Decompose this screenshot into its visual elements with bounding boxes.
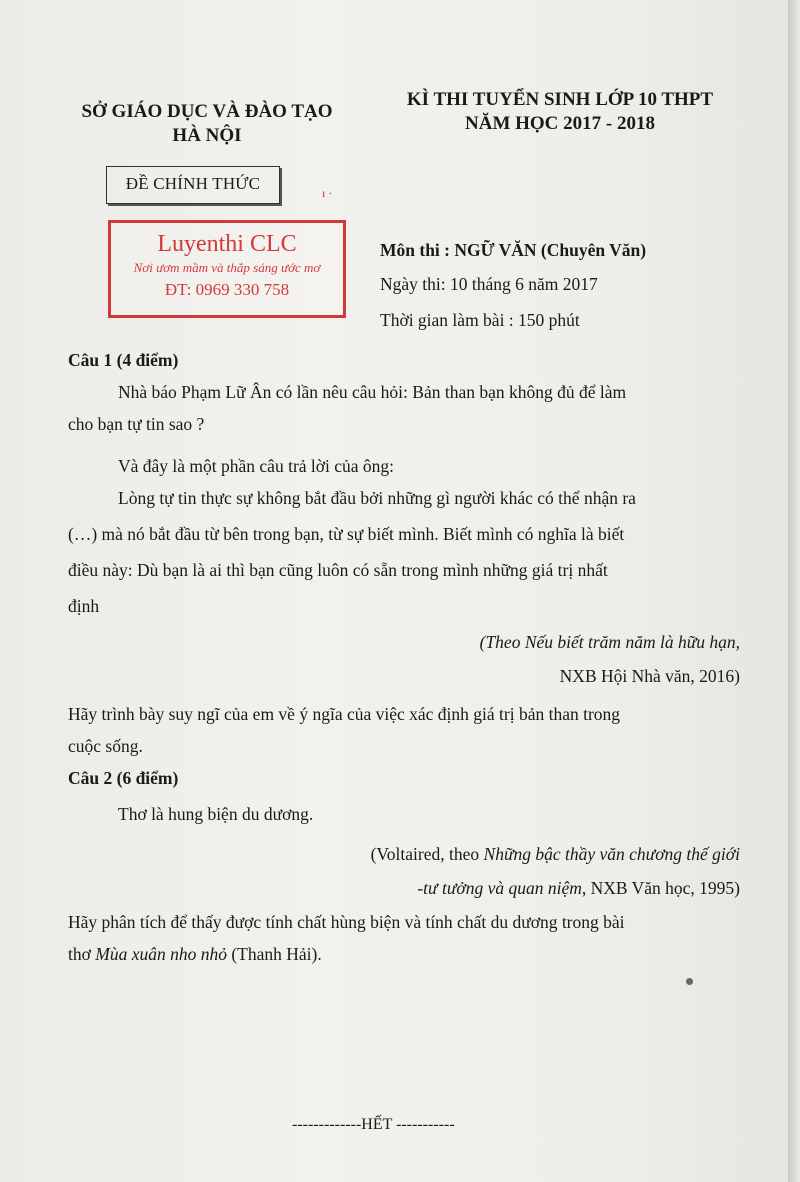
q2-task-2 <box>68 944 322 965</box>
department-city: HÀ NỘI <box>172 125 242 146</box>
exam-title: KÌ THI TUYỂN SINH LỚP 10 THPT <box>406 89 714 110</box>
q1-line-2: cho bạn tự tin sao ? <box>68 414 205 434</box>
exam-duration: Thời gian làm bài : 150 phút <box>380 310 580 330</box>
stamp-phone: ĐT: 0969 330 758 <box>164 280 290 299</box>
page-edge <box>788 0 800 1182</box>
exam-date: Ngày thi: 10 tháng 6 năm 2017 <box>380 274 598 294</box>
q1-source-1: (Theo Nếu biết trăm năm là hữu hạn, <box>479 632 740 652</box>
q2-source-publisher: , NXB Văn học, 1995) <box>581 878 740 898</box>
red-stamp <box>108 220 346 318</box>
q2-task-prefix: thơ <box>68 944 96 964</box>
subject-line: Môn thi : NGỮ VĂN (Chuyên Văn) <box>380 240 647 260</box>
q2-quote: Thơ là hung biện du dương. <box>118 804 314 824</box>
school-year: NĂM HỌC 2017 - 2018 <box>465 113 655 134</box>
ink-dot <box>686 978 693 985</box>
official-label: ĐỀ CHÍNH THỨC <box>106 166 280 204</box>
q2-task-1: Hãy phân tích để thấy được tính chất hùng biện và tính chất du dương trong bài <box>68 912 625 932</box>
q1-line-7: định <box>68 596 100 616</box>
q2-source-prefix: (Voltaired, theo <box>370 844 484 864</box>
q2-poem-title: Mùa xuân nho nhỏ <box>95 944 227 964</box>
department-name: SỞ GIÁO DỤC VÀ ĐÀO TẠO <box>81 101 333 122</box>
question2-heading: Câu 2 (6 điểm) <box>68 768 179 788</box>
q1-line-1: Nhà báo Phạm Lữ Ân có lần nêu câu hỏi: Bản than bạn không đủ để làm <box>118 382 627 402</box>
q1-task-2: cuộc sống. <box>68 736 143 756</box>
stamp-title: Luyenthi CLC <box>157 231 297 257</box>
q2-source-subtitle: -tư tưởng và quan niệm <box>417 878 582 898</box>
q2-source-2 <box>417 878 740 899</box>
department-header <box>62 100 352 148</box>
question1-heading: Câu 1 (4 điểm) <box>68 350 179 370</box>
q1-line-5: (…) mà nó bắt đầu từ bên trong bạn, từ sự biết mình. Biết mình có nghĩa là biết <box>68 524 625 544</box>
q1-line-6: điều này: Dù bạn là ai thì bạn cũng luôn có sẵn trong mình những giá trị nhất <box>68 560 608 580</box>
q2-task-rest: (Thanh Hải). <box>226 944 322 964</box>
q2-source-1 <box>371 844 740 865</box>
q1-source-2: NXB Hội Nhà văn, 2016) <box>559 666 740 686</box>
stray-marks: ı · <box>322 186 333 200</box>
q2-source-title: Những bậc thầy văn chương thế giới <box>483 844 740 864</box>
q1-task-1: Hãy trình bày suy ngĩ của em về ý ngĩa của việc xác định giá trị bản than trong <box>68 704 621 724</box>
stamp-slogan: Nơi ươm mầm và thắp sáng ước mơ <box>133 260 321 275</box>
exam-header <box>380 88 740 136</box>
q1-line-4: Lòng tự tin thực sự không bắt đầu bởi những gì người khác có thể nhận ra <box>118 488 636 508</box>
end-marker: -------------HẾT ----------- <box>292 1116 455 1133</box>
q1-line-3: Và đây là một phần câu trả lời của ông: <box>118 456 395 476</box>
